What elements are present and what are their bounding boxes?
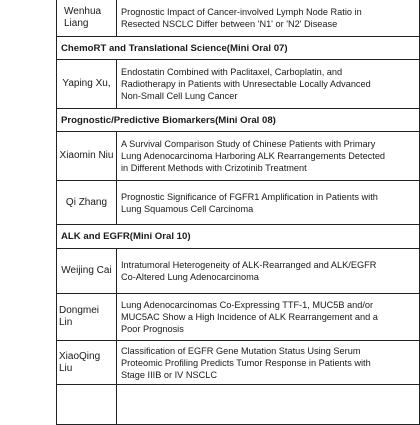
author-cell: Wenhua Liang: [57, 0, 117, 36]
table-row: [57, 294, 419, 341]
paper-title-cell: Intratumoral Heterogeneity of ALK-Rearranged and ALK/EGFR Co-Altered Lung Adenocarcinoma: [121, 260, 377, 282]
table-row: [57, 181, 419, 225]
paper-title-cell: Prognostic Significance of FGFR1 Amplification in Patients with Lung Squamous Cell Carcinoma: [121, 191, 378, 214]
author-cell: Xiaomin Niu: [57, 132, 117, 180]
author-cell: [57, 385, 117, 424]
paper-title-cell: Prognostic Impact of Cancer-involved Lymph Node Ratio in Resected NSCLC Differ between 'N1' or 'N2' Disease: [121, 6, 362, 29]
author-cell: XiaoQing Liu: [57, 341, 117, 384]
paper-title-cell: Lung Adenocarcinomas Co-Expressing TTF-1, MUC5B and/or MUC5AC Show a High Incidence of ALK Rearrangement and a Poor Prognosis: [121, 300, 378, 334]
paper-title-cell: [117, 385, 419, 424]
table-row: [57, 341, 419, 385]
section-header: ALK and EGFR(Mini Oral 10): [57, 225, 419, 249]
section-header: Prognostic/Predictive Biomarkers(Mini Oral 08): [57, 109, 419, 132]
abstracts-table: [56, 0, 420, 425]
table-row: [57, 60, 419, 109]
paper-title-cell: A Survival Comparison Study of Chinese Patients with Primary Lung Adenocarcinoma Harboring ALK Rearrangements Detected in Different Methods with Crizotinib Treatment: [121, 139, 386, 173]
table-row: [57, 385, 419, 425]
author-cell: Weijing Cai: [57, 249, 117, 293]
section-header: ChemoRT and Translational Science(Mini Oral 07): [57, 37, 419, 60]
paper-title-cell: Endostatin Combined with Paclitaxel, Carboplatin, and Radiotherapy in Patients with Unresectable Locally Advanced Non-Small Cell Lung Cancer: [121, 67, 371, 101]
author-cell: Qi Zhang: [57, 181, 117, 224]
table-row: [57, 0, 419, 37]
author-cell: Yaping Xu,: [57, 60, 117, 108]
author-cell: Dongmei Lin: [57, 294, 117, 340]
table-row: [57, 249, 419, 294]
paper-title-cell: Classification of EGFR Gene Mutation Status Using Serum Proteomic Profiling Predicts Tumor Response in Patients with Stage IIIB or IV NSCLC: [121, 345, 371, 380]
table-row: [57, 132, 419, 181]
